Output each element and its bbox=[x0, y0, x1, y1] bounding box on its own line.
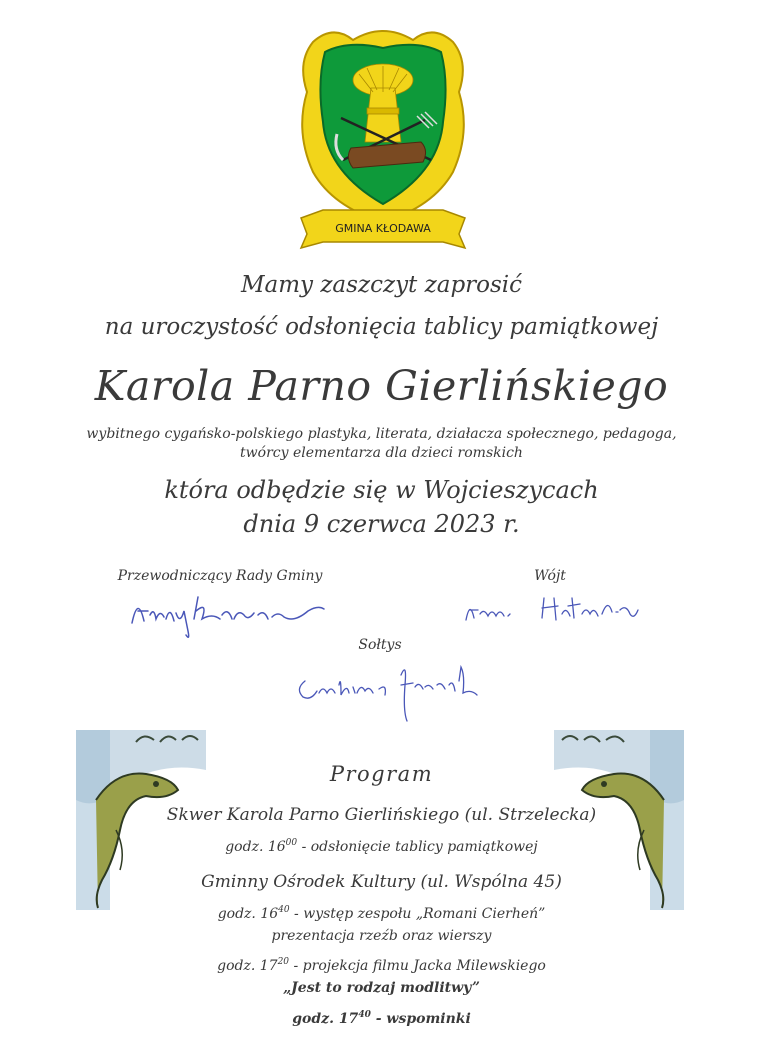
program-title: Program bbox=[329, 762, 434, 786]
honoree-description-line-2: twórcy elementarza dla dzieci romskich bbox=[240, 445, 523, 461]
village-head-title: Sołtys bbox=[358, 637, 402, 653]
invitation-line-1: Mamy zaszczyt zaprosić bbox=[240, 272, 523, 298]
gmina-klodawa-crest bbox=[293, 22, 473, 254]
location-line: która odbędzie się w Wojcieszycach bbox=[164, 476, 599, 504]
program-venue-1: Skwer Karola Parno Gierlińskiego (ul. Strzelecka) bbox=[166, 805, 597, 825]
village-head-signature bbox=[295, 655, 485, 727]
chairman-signature bbox=[128, 585, 328, 643]
program-event-3-film-title: „Jest to rodzaj modlitwy” bbox=[283, 980, 480, 996]
invitation-line-2: na uroczystość odsłonięcia tablicy pamiątkowej bbox=[104, 314, 659, 340]
program-event-2-detail: prezentacja rzeźb oraz wierszy bbox=[271, 928, 492, 944]
date-line: dnia 9 czerwca 2023 r. bbox=[243, 510, 520, 538]
mayor-title: Wójt bbox=[534, 568, 566, 584]
program-event-4: godz. $17^{40}$ - wspominki bbox=[292, 1010, 471, 1027]
honoree-name: Karola Parno Gierlińskiego bbox=[94, 362, 669, 410]
program-event-3: godz. $17^{20}$ - projekcja filmu Jacka Milewskiego bbox=[217, 957, 546, 974]
mayor-signature bbox=[462, 590, 642, 632]
chairman-title: Przewodniczący Rady Gminy bbox=[117, 568, 323, 584]
crest-banner-text: GMINA KŁODAWA bbox=[335, 222, 431, 235]
honoree-description-line-1: wybitnego cygańsko-polskiego plastyka, literata, działacza społecznego, pedagoga, bbox=[86, 426, 677, 442]
program-venue-2: Gminny Ośrodek Kultury (ul. Wspólna 45) bbox=[201, 872, 562, 892]
program-event-1: godz. $16^{00}$ - odsłonięcie tablicy pamiątkowej bbox=[225, 838, 538, 855]
program-event-2: godz. $16^{40}$ - występ zespołu „Romani Cierheń” bbox=[217, 905, 546, 922]
